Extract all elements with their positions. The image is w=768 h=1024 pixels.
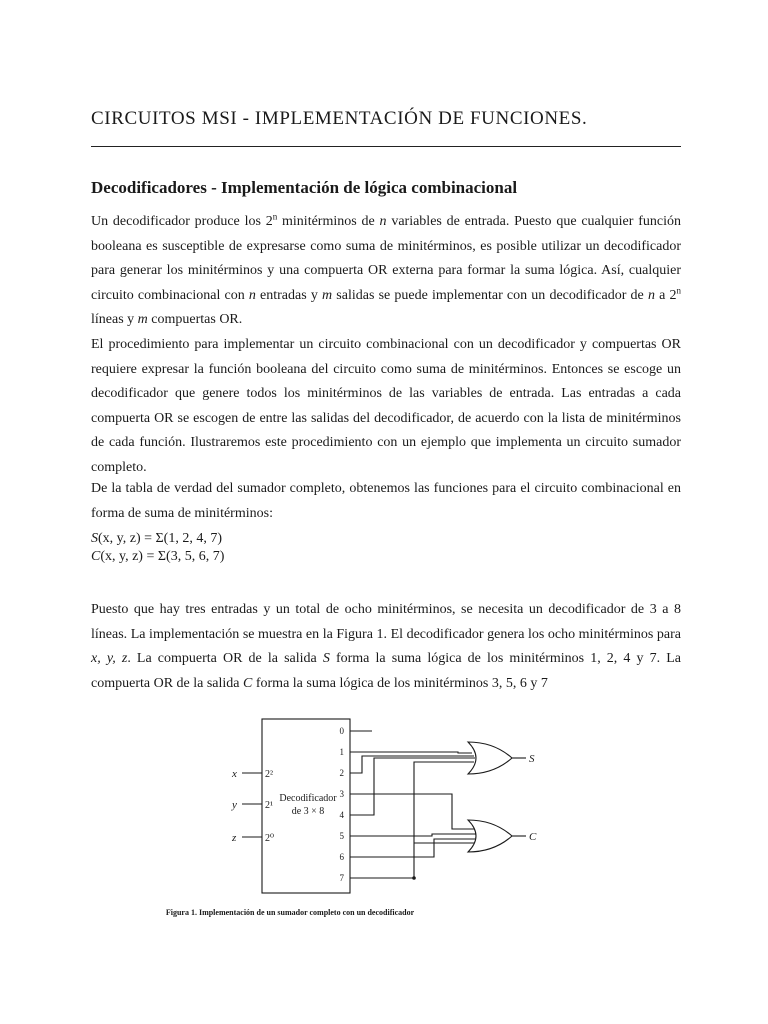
circuit-diagram — [222, 712, 552, 912]
document-title: CIRCUITOS MSI - IMPLEMENTACIÓN DE FUNCIONES. — [91, 108, 588, 129]
output-label-0: 0 — [339, 726, 344, 736]
input-label-y: y — [232, 799, 237, 811]
input-label-x: x — [232, 768, 237, 780]
output-line-7-s — [350, 762, 474, 878]
section-title: Decodificadores - Implementación de lógica combinacional — [91, 178, 518, 197]
paragraph-1: Un decodificador produce los 2$^n$ minitérminos de n variables de entrada. Puesto que cualquier función booleana es susceptible de expresarse como suma de minitérminos, es posible utilizar un decodificador para generar los minitérminos y una compuerta OR externa para formar la suma lógica. Así, cualquier circuito combinacional con n entradas y m salidas se puede implementar con un decodificador de n a 2$^n$ líneas y m compuertas OR. — [91, 211, 681, 327]
output-line-6 — [350, 839, 475, 857]
input-label-z: z — [232, 832, 237, 844]
paragraph-4: Puesto que hay tres entradas y un total de ocho minitérminos, se necesita un decodificador de 3 a 8 líneas. La implementación se muestra en la Figura 1. El decodificador genera los ocho minitérminos para x, y, z. La compuerta OR de la salida S forma la suma lógica de los minitérminos 1, 2, 4 y 7. La compuerta OR de la salida C forma la suma lógica de los minitérminos 3, 5, 6 y 7 — [91, 602, 681, 691]
or-gate-c — [468, 820, 512, 852]
output-label-4: 4 — [339, 810, 344, 820]
gate-label-c: C — [529, 831, 537, 843]
input-weight-z: 2⁰ — [265, 833, 275, 844]
output-label-6: 6 — [339, 852, 344, 862]
decoder-label-2: de 3 × 8 — [291, 806, 325, 817]
minterm-formulas — [91, 530, 391, 566]
output-line-1 — [350, 752, 472, 753]
decoder-label-1: Decodificador — [279, 793, 337, 804]
output-label-7: 7 — [339, 873, 344, 883]
output-label-1: 1 — [339, 747, 344, 757]
formula-s: S(x, y, z) = Σ(1, 2, 4, 7) — [91, 531, 223, 546]
output-line-4 — [350, 758, 475, 815]
junction-dot — [412, 876, 416, 880]
figure-caption: Figura 1. Implementación de un sumador completo con un decodificador — [165, 908, 415, 917]
paragraph-2: El procedimiento para implementar un circuito combinacional con un decodificador y compuertas OR requiere expresar la función booleana del circuito como suma de minitérminos. Entonces se escoge un decodificador que genere todos los minitérminos de las variables de entrada. Las entradas a cada compuerta OR se escogen de entre las salidas del decodificador, de acuerdo con la lista de minitérminos de cada función. Ilustraremos este procedimiento con un ejemplo que implementa un circuito sumador completo. — [91, 337, 681, 475]
output-label-2: 2 — [339, 768, 344, 778]
input-weight-y: 2¹ — [265, 800, 273, 811]
gate-label-s: S — [529, 753, 535, 765]
output-line-5 — [350, 834, 476, 836]
output-label-3: 3 — [339, 789, 344, 799]
paragraph-3: De la tabla de verdad del sumador completo, obtenemos las funciones para el circuito combinacional en forma de suma de minitérminos: — [91, 481, 681, 521]
input-weight-x: 2² — [265, 769, 273, 780]
title-divider — [91, 146, 681, 147]
output-line-3 — [350, 794, 474, 829]
output-label-5: 5 — [339, 831, 344, 841]
formula-c: C(x, y, z) = Σ(3, 5, 6, 7) — [91, 549, 225, 564]
decoder-circuit-figure — [222, 712, 552, 912]
